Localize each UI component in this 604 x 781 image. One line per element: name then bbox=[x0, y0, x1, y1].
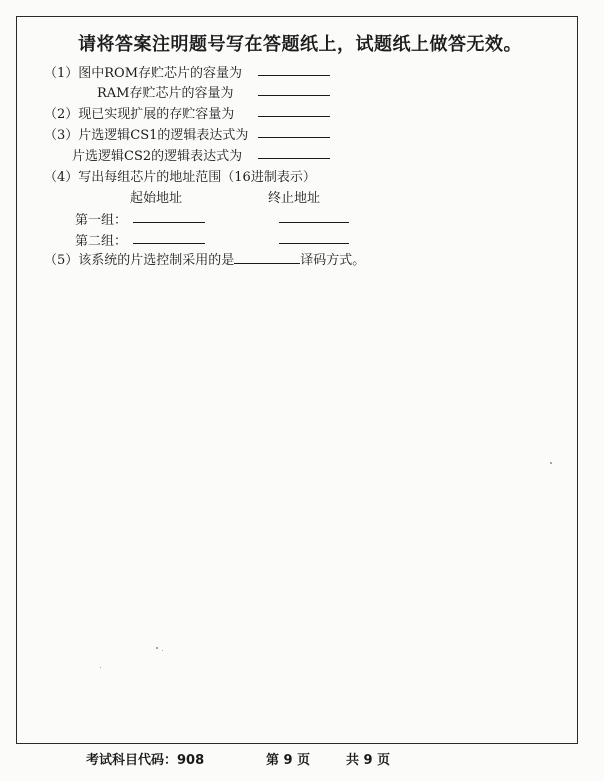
scan-speck bbox=[550, 462, 552, 464]
answer-blank-decoding-method[interactable] bbox=[234, 251, 300, 264]
answer-blank-cs1[interactable] bbox=[258, 137, 330, 138]
question-1-ram-capacity: RAM存贮芯片的容量为 bbox=[97, 86, 234, 101]
answer-blank-group2-end[interactable] bbox=[279, 243, 349, 244]
answer-blank-cs2[interactable] bbox=[258, 158, 330, 159]
instruction-header: 请将答案注明题号写在答题纸上，试题纸上做答无效。 bbox=[78, 34, 522, 55]
question-4-address-range: （4）写出每组芯片的地址范围（16进制表示） bbox=[44, 170, 316, 185]
question-3-cs1-expression: （3）片选逻辑CS1的逻辑表达式为 bbox=[44, 128, 249, 143]
question-3-cs2-expression: 片选逻辑CS2的逻辑表达式为 bbox=[72, 149, 243, 164]
answer-blank-group1-start[interactable] bbox=[133, 222, 205, 223]
answer-blank-expanded-capacity[interactable] bbox=[258, 116, 330, 117]
end-address-header: 终止地址 bbox=[268, 191, 321, 206]
group-1-label: 第一组： bbox=[75, 213, 128, 228]
page-number: 第 9 页 bbox=[266, 753, 311, 768]
scan-speck bbox=[100, 667, 101, 668]
answer-blank-group1-end[interactable] bbox=[279, 222, 349, 223]
question-1-rom-capacity: （1）图中ROM存贮芯片的容量为 bbox=[44, 66, 243, 81]
start-address-header: 起始地址 bbox=[130, 191, 183, 206]
subject-code: 考试科目代码：908 bbox=[86, 753, 205, 768]
group-2-label: 第二组： bbox=[75, 234, 128, 249]
answer-blank-rom-capacity[interactable] bbox=[258, 75, 330, 76]
question-5-suffix: 译码方式。 bbox=[300, 253, 366, 268]
total-pages: 共 9 页 bbox=[346, 753, 391, 768]
question-5-decoding bbox=[44, 249, 365, 268]
scan-speck bbox=[162, 650, 163, 651]
question-2-expanded-capacity: （2）现已实现扩展的存贮容量为 bbox=[44, 107, 235, 122]
scan-speck bbox=[156, 647, 158, 649]
answer-blank-ram-capacity[interactable] bbox=[258, 95, 330, 96]
answer-blank-group2-start[interactable] bbox=[133, 243, 205, 244]
question-5-prefix: （5）该系统的片选控制采用的是 bbox=[44, 253, 235, 268]
